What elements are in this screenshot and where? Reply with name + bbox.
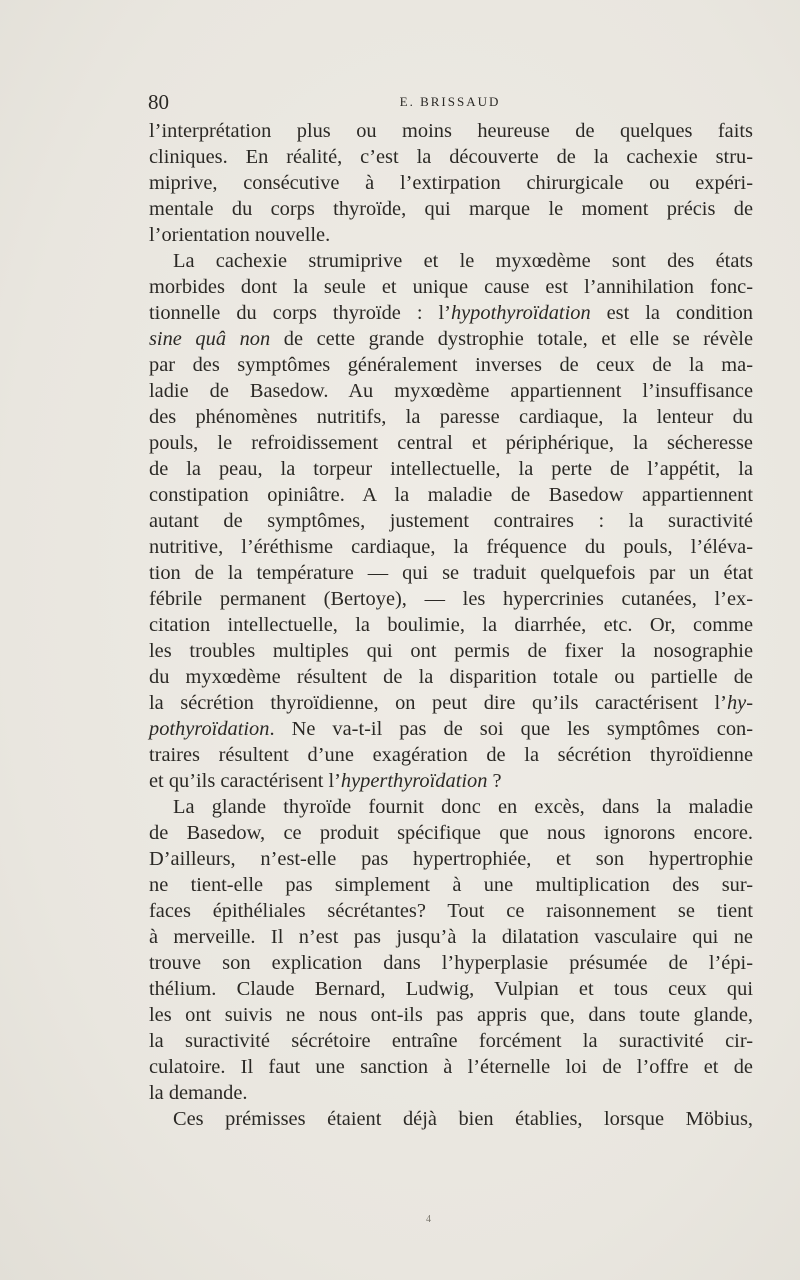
- text-line: thélium. Claude Bernard, Ludwig, Vulpian et tous ceux qui: [149, 978, 753, 1000]
- text-line: citation intellectuelle, la boulimie, la diarrhée, etc. Or, comme: [149, 614, 753, 636]
- italic-term: hypothyroïdation: [450, 302, 591, 324]
- text-line: à merveille. Il n’est pas jusqu’à la dilatation vasculaire qui ne: [149, 926, 753, 948]
- text-line: les ont suivis ne nous ont-ils pas appris que, dans toute glande,: [149, 1004, 753, 1026]
- text-line: par des symptômes généralement inverses de ceux de la ma-: [149, 354, 753, 376]
- text-line: des phénomènes nutritifs, la paresse cardiaque, la lenteur du: [149, 406, 753, 428]
- text-line: la demande.: [149, 1082, 248, 1104]
- text-line: pouls, le refroidissement central et périphérique, la sécheresse: [149, 432, 753, 454]
- text-line: nutritive, l’éréthisme cardiaque, la fréquence du pouls, l’éléva-: [149, 536, 753, 558]
- text-line: autant de symptômes, justement contraires : la suractivité: [149, 510, 753, 532]
- text-line: Ces prémisses étaient déjà bien établies, lorsque Möbius,: [173, 1108, 753, 1130]
- italic-term: sine quâ non: [149, 328, 271, 350]
- text-run: et qu’ils caractérisent l’: [149, 770, 341, 792]
- text-line: culatoire. Il faut une sanction à l’éternelle loi de l’offre et de: [149, 1056, 753, 1078]
- page-number: 80: [148, 90, 169, 114]
- text-run: la sécrétion thyroïdienne, on peut dire qu’ils caractérisent l’: [149, 692, 727, 714]
- text-run: ?: [487, 770, 502, 792]
- text-line: la suractivité sécrétoire entraîne forcément la suractivité cir-: [149, 1030, 753, 1052]
- text-line: ne tient-elle pas simplement à une multiplication des sur-: [149, 874, 753, 896]
- footer-mark: 4: [426, 1214, 431, 1225]
- text-line: du myxœdème résultent de la disparition totale ou partielle de: [149, 666, 753, 688]
- text-line: de la peau, la torpeur intellectuelle, la perte de l’appétit, la: [149, 458, 753, 480]
- text-line: les troubles multiples qui ont permis de fixer la nosographie: [149, 640, 753, 662]
- text-line: [149, 716, 753, 742]
- text-line: La glande thyroïde fournit donc en excès, dans la maladie: [173, 796, 753, 818]
- text-run: est la condition: [590, 302, 754, 324]
- text-line: constipation opiniâtre. A la maladie de Basedow appartiennent: [149, 484, 753, 506]
- text-line: La cachexie strumiprive et le myxœdème sont des états: [173, 250, 753, 272]
- text-line: tion de la température — qui se traduit quelquefois par un état: [149, 562, 753, 584]
- text-run: tionnelle du corps thyroïde : l’: [149, 302, 451, 324]
- text-line: l’orientation nouvelle.: [149, 224, 331, 246]
- text-line: D’ailleurs, n’est-elle pas hypertrophiée, et son hypertrophie: [149, 848, 753, 870]
- text-line: miprive, consécutive à l’extirpation chirurgicale ou expéri-: [149, 172, 753, 194]
- text-line: ladie de Basedow. Au myxœdème appartiennent l’insuffisance: [149, 380, 753, 402]
- running-head: E. BRISSAUD: [399, 94, 501, 109]
- italic-term: hyperthyroïdation: [340, 770, 488, 792]
- text-line: de Basedow, ce produit spécifique que nous ignorons encore.: [149, 822, 753, 844]
- text-line: [149, 300, 753, 326]
- text-line: faces épithéliales sécrétantes? Tout ce raisonnement se tient: [149, 900, 753, 922]
- italic-term: pothyroïdation: [149, 718, 270, 740]
- text-line: morbides dont la seule et unique cause est l’annihilation fonc-: [149, 276, 753, 298]
- text-line: cliniques. En réalité, c’est la découverte de la cachexie stru-: [149, 146, 753, 168]
- text-line: [149, 326, 753, 352]
- page-header: [148, 88, 752, 116]
- text-run: . Ne va-t-il pas de soi que les symptômes con-: [269, 718, 753, 740]
- text-line: fébrile permanent (Bertoye), — les hypercrinies cutanées, l’ex-: [149, 588, 753, 610]
- body-text: [149, 118, 753, 1132]
- text-line: mentale du corps thyroïde, qui marque le moment précis de: [149, 198, 753, 220]
- italic-term: hy-: [726, 692, 753, 714]
- text-line: [149, 768, 753, 794]
- text-line: traires résultent d’une exagération de la sécrétion thyroïdienne: [149, 744, 753, 766]
- text-run: de cette grande dystrophie totale, et elle se révèle: [270, 328, 753, 350]
- text-line: l’interprétation plus ou moins heureuse de quelques faits: [149, 120, 753, 142]
- text-line: trouve son explication dans l’hyperplasie présumée de l’épi-: [149, 952, 753, 974]
- text-line: [149, 690, 753, 716]
